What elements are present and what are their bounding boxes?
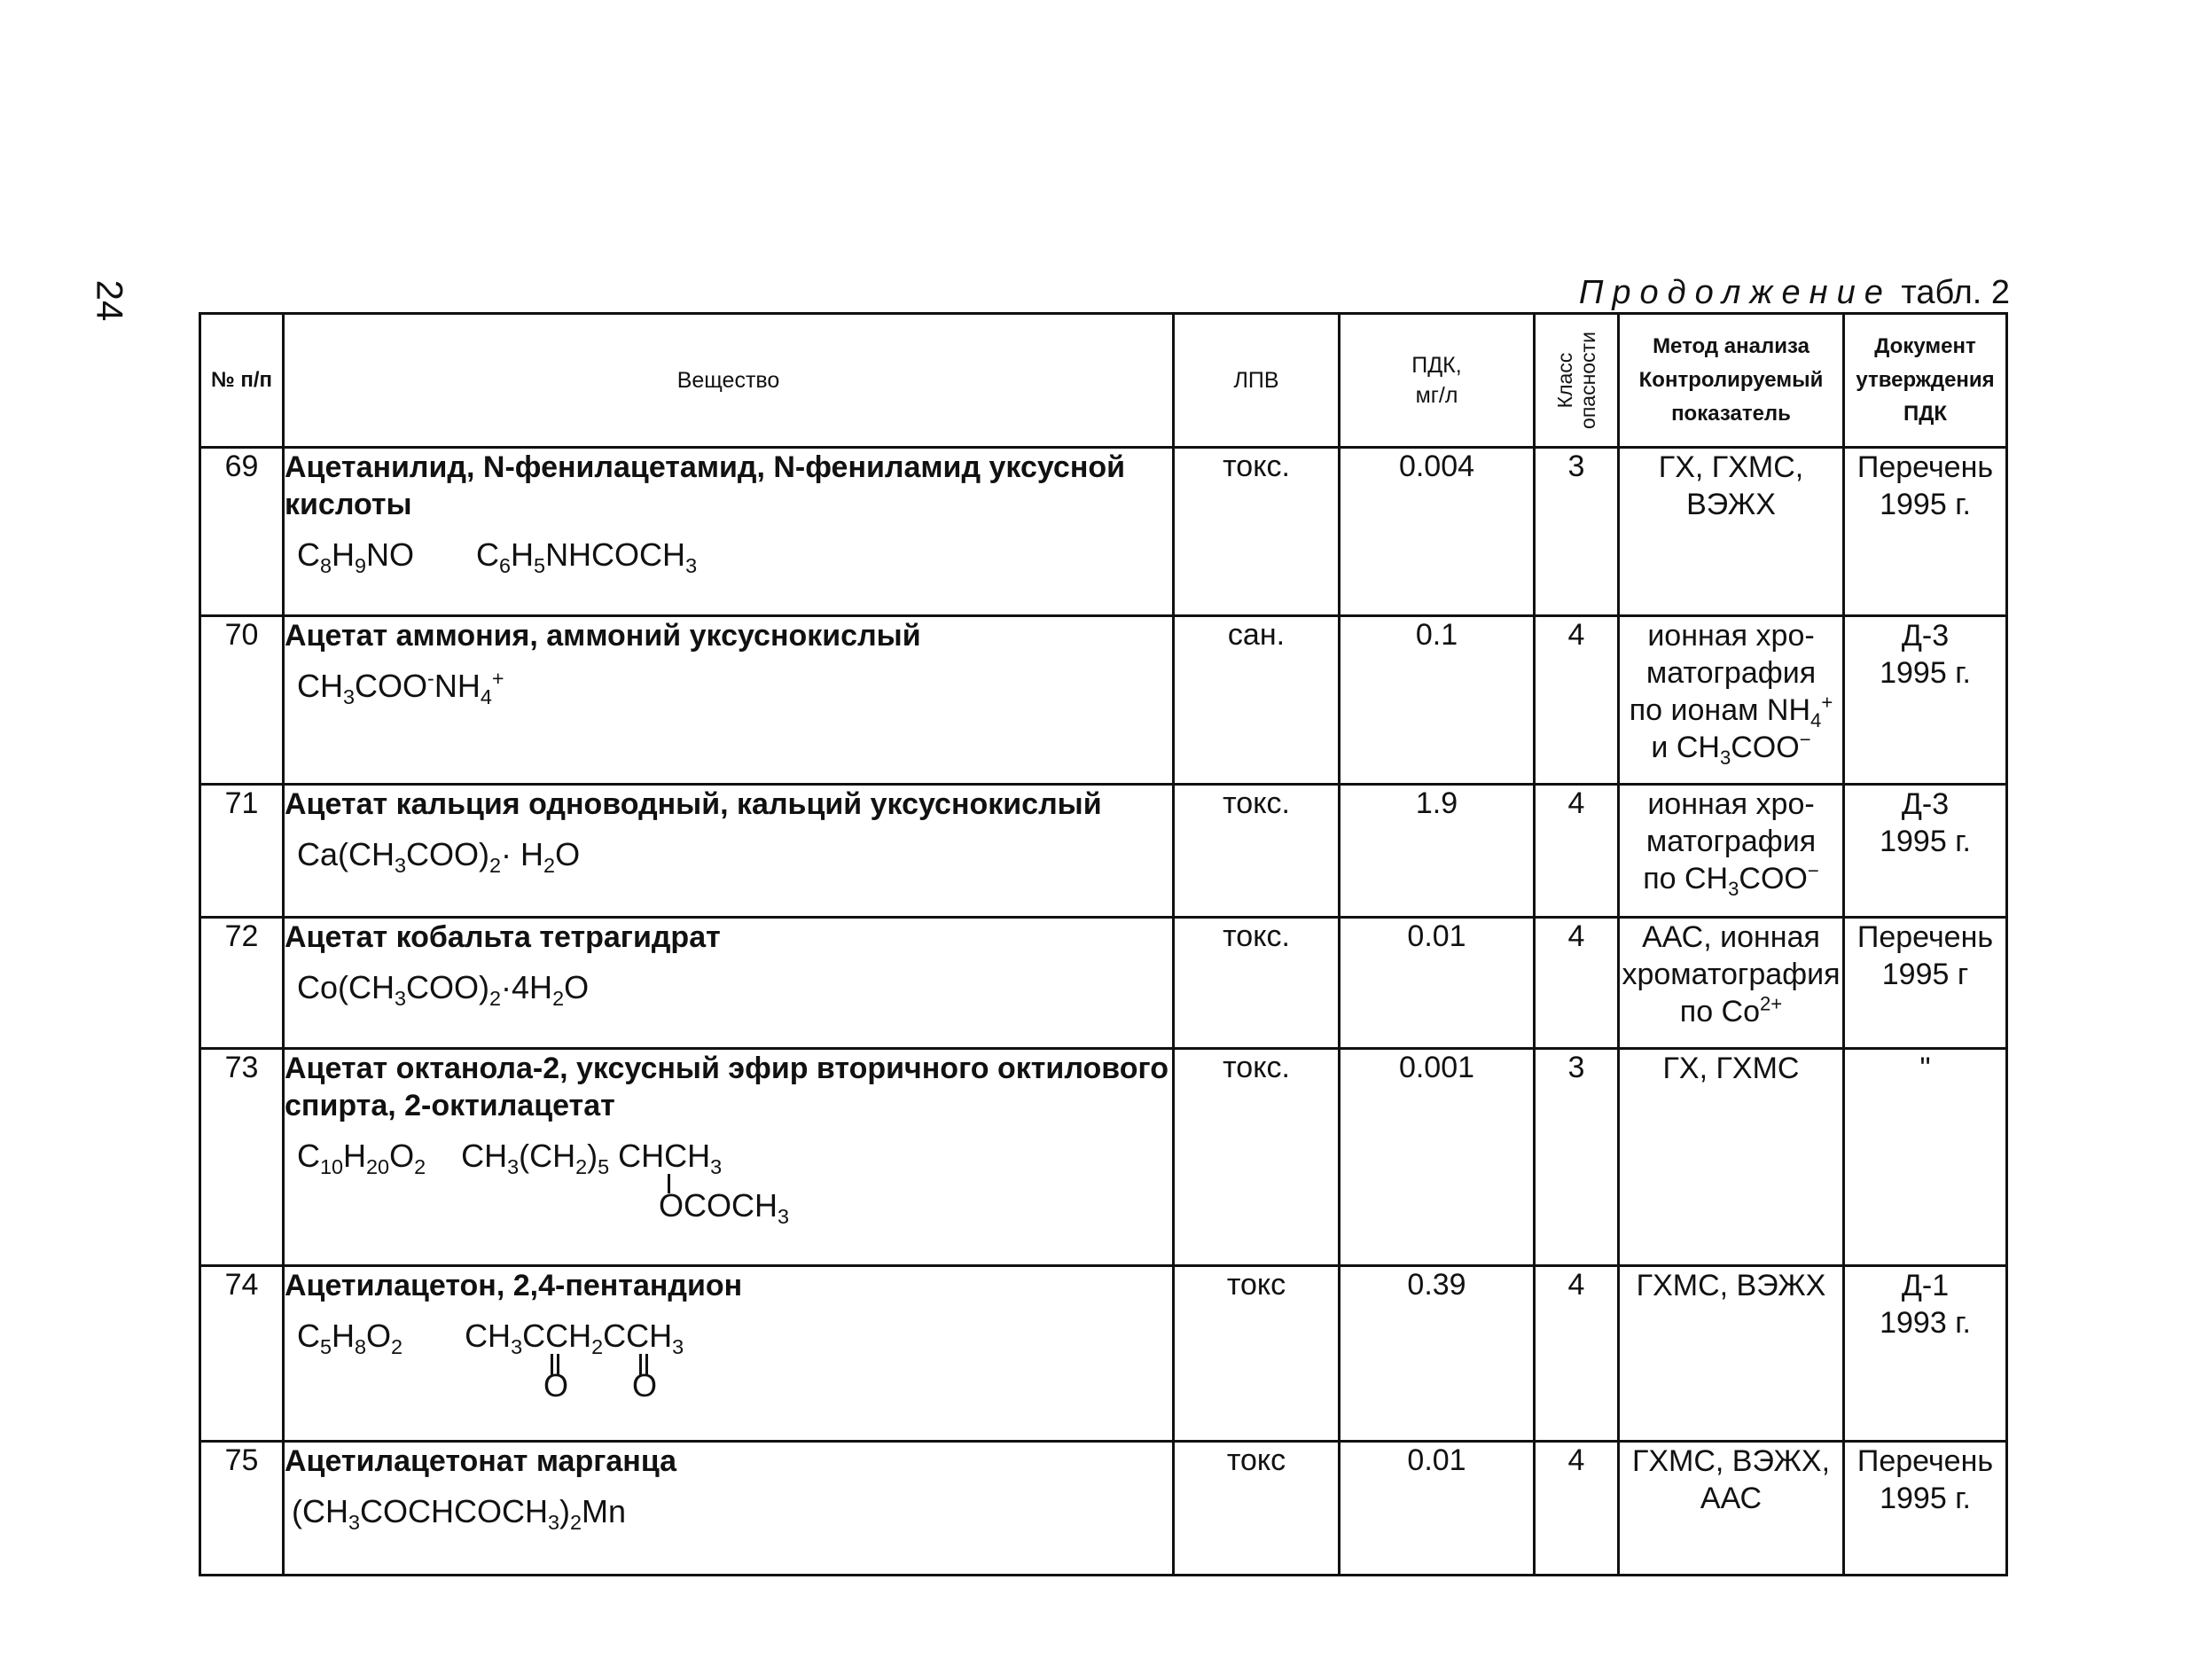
- document-cell: [1844, 616, 2007, 785]
- method-line: ГХМС, ВЭЖХ: [1636, 1269, 1826, 1302]
- page-number: 24: [89, 279, 131, 322]
- pdk-value: 0.01: [1340, 918, 1535, 1049]
- header-method-line1: Метод анализа: [1653, 334, 1809, 358]
- caption-continuation: Продолжение: [1578, 274, 1892, 311]
- hazard-class: 4: [1535, 785, 1619, 918]
- substances-table: [199, 312, 2008, 1576]
- substance-cell: [284, 918, 1174, 1049]
- method-cell: [1619, 448, 1844, 616]
- caption-table-ref: табл. 2: [1901, 274, 2010, 311]
- carbonyl-oxygen: O: [543, 1367, 569, 1404]
- header-pdk-line1: ПДК,: [1411, 353, 1462, 378]
- pdk-value: 0.01: [1340, 1442, 1535, 1576]
- header-lpv: ЛПВ: [1174, 314, 1340, 448]
- document-line: 1993 г.: [1880, 1306, 1971, 1340]
- table-row: [200, 1442, 2007, 1576]
- hazard-class: 4: [1535, 1442, 1619, 1576]
- substance-name: Ацетат октанола-2, уксусный эфир вторичного октилового спирта, 2-октилацетат: [285, 1052, 1169, 1122]
- document-line: Д-3: [1901, 787, 1950, 821]
- pdk-value: 0.004: [1340, 448, 1535, 616]
- header-doc: [1844, 314, 2007, 448]
- method-cell: [1619, 918, 1844, 1049]
- document-line: Д-3: [1901, 619, 1950, 653]
- document-line: Перечень: [1856, 450, 1994, 484]
- table-row: [200, 1266, 2007, 1442]
- substance-name: Ацетат кальция одноводный, кальций уксуснокислый: [285, 787, 1102, 821]
- substance-name: Ацетат кобальта тетрагидрат: [285, 920, 721, 954]
- document-cell: [1844, 785, 2007, 918]
- method-line: ионная хро-: [1647, 787, 1815, 821]
- substance-formula: $C_{10}H_{20}O_2$ $CH_3(CH_2)_5$ $CHCH_3$ $OCOCH_3$: [297, 1138, 790, 1229]
- substance-cell: [284, 785, 1174, 918]
- pdk-value: 0.39: [1340, 1266, 1535, 1442]
- document-cell: [1844, 448, 2007, 616]
- method-line: ГХ, ГХМС,: [1658, 450, 1804, 484]
- hazard-class: 4: [1535, 616, 1619, 785]
- substance-formula: $C_8H_9NO$ $C_6H_5NHCOCH_3$: [297, 536, 698, 578]
- lpv-value: токс: [1174, 1442, 1340, 1576]
- row-number: 70: [200, 616, 284, 785]
- header-class-line2: опасности: [1576, 332, 1599, 429]
- substance-cell: [284, 1266, 1174, 1442]
- header-method-line2: Контролируемый: [1638, 368, 1824, 392]
- row-number: 69: [200, 448, 284, 616]
- method-cell: [1619, 1442, 1844, 1576]
- document-line: 1995 г.: [1880, 488, 1971, 521]
- method-line: матография: [1645, 656, 1817, 690]
- method-line: ГХ, ГХМС: [1662, 1052, 1800, 1085]
- substance-formula: $CH_3COO^-NH_4^+$: [297, 667, 504, 709]
- lpv-value: токс.: [1174, 448, 1340, 616]
- pdk-value: 1.9: [1340, 785, 1535, 918]
- method-line: хроматография: [1622, 958, 1841, 991]
- table-row: [200, 448, 2007, 616]
- document-line: 1995 г: [1881, 958, 1969, 991]
- header-method: [1619, 314, 1844, 448]
- header-class-line1: Класс: [1553, 352, 1576, 409]
- document-cell: [1844, 1442, 2007, 1576]
- substance-name: Ацетилацетон, 2,4-пентандион: [285, 1269, 743, 1302]
- method-line: ААС: [1700, 1482, 1763, 1515]
- method-line: ВЭЖХ: [1686, 488, 1776, 521]
- header-row: [200, 314, 2007, 448]
- substance-name: Ацетанилид, N-фенилацетамид, N-фениламид уксусной кислоты: [285, 450, 1126, 521]
- method-line: и $CH_3COO^-$: [1651, 728, 1811, 769]
- lpv-value: токс.: [1174, 918, 1340, 1049]
- method-cell: [1619, 785, 1844, 918]
- substance-cell: [284, 616, 1174, 785]
- row-number: 74: [200, 1266, 284, 1442]
- table-row: [200, 918, 2007, 1049]
- hazard-class: 3: [1535, 448, 1619, 616]
- header-method-line3: показатель: [1671, 402, 1791, 426]
- document-line: ": [1919, 1052, 1931, 1085]
- hazard-class: 3: [1535, 1049, 1619, 1266]
- table-row: [200, 1049, 2007, 1266]
- document-line: 1995 г.: [1880, 825, 1971, 858]
- pdk-value: 0.001: [1340, 1049, 1535, 1266]
- method-line: ионная хро-: [1647, 619, 1815, 653]
- lpv-value: токс: [1174, 1266, 1340, 1442]
- hazard-class: 4: [1535, 1266, 1619, 1442]
- header-substance: Вещество: [284, 314, 1174, 448]
- lpv-value: токс.: [1174, 1049, 1340, 1266]
- method-cell: [1619, 1266, 1844, 1442]
- substance-formula: $Co(CH_3COO)_2\cdot 4H_2O$: [297, 969, 590, 1011]
- method-cell: [1619, 1049, 1844, 1266]
- substance-name: Ацетат аммония, аммоний уксуснокислый: [285, 619, 921, 653]
- document-cell: [1844, 1266, 2007, 1442]
- row-number: 75: [200, 1442, 284, 1576]
- table-row: [200, 616, 2007, 785]
- row-number: 71: [200, 785, 284, 918]
- substance-formula: $(CH_3COCHCOCH_3)_2Mn$: [292, 1493, 627, 1535]
- header-pdk-line2: мг/л: [1415, 383, 1458, 408]
- method-line: ГХМС, ВЭЖХ,: [1631, 1444, 1831, 1478]
- document-line: Д-1: [1901, 1269, 1950, 1302]
- lpv-value: токс.: [1174, 785, 1340, 918]
- document-line: 1995 г.: [1880, 656, 1971, 690]
- method-line: по ионам $NH_4^+$: [1629, 691, 1833, 731]
- row-number: 73: [200, 1049, 284, 1266]
- method-line: по $CH_3COO^-$: [1643, 859, 1819, 900]
- table-row: [200, 785, 2007, 918]
- row-number: 72: [200, 918, 284, 1049]
- table-caption: [1579, 273, 2010, 312]
- method-cell: [1619, 616, 1844, 785]
- document-cell: [1844, 918, 2007, 1049]
- document-line: Перечень: [1856, 1444, 1994, 1478]
- lpv-value: сан.: [1174, 616, 1340, 785]
- hazard-class: 4: [1535, 918, 1619, 1049]
- substance-cell: [284, 1049, 1174, 1266]
- method-line: ААС, ионная: [1642, 920, 1820, 954]
- header-pdk: [1340, 314, 1535, 448]
- substance-name: Ацетилацетонат марганца: [285, 1444, 677, 1478]
- header-class: [1535, 314, 1619, 448]
- document-line: 1995 г.: [1880, 1482, 1971, 1515]
- header-doc-line3: ПДК: [1903, 402, 1947, 426]
- header-doc-line2: утверждения: [1856, 368, 1995, 392]
- substance-formula: $Ca(CH_3COO)_2\cdot H_2O$: [297, 836, 581, 878]
- method-line: по $Co^{2+}$: [1679, 992, 1783, 1028]
- substance-formula: $C_5H_8O_2$ $CH_3CCH_2CCH_3$ O O: [297, 1318, 684, 1404]
- substance-cell: [284, 448, 1174, 616]
- pdk-value: 0.1: [1340, 616, 1535, 785]
- document-cell: [1844, 1049, 2007, 1266]
- document-line: Перечень: [1856, 920, 1994, 954]
- method-line: матография: [1645, 825, 1817, 858]
- header-num: № п/п: [200, 314, 284, 448]
- header-doc-line1: Документ: [1874, 334, 1976, 358]
- substance-cell: [284, 1442, 1174, 1576]
